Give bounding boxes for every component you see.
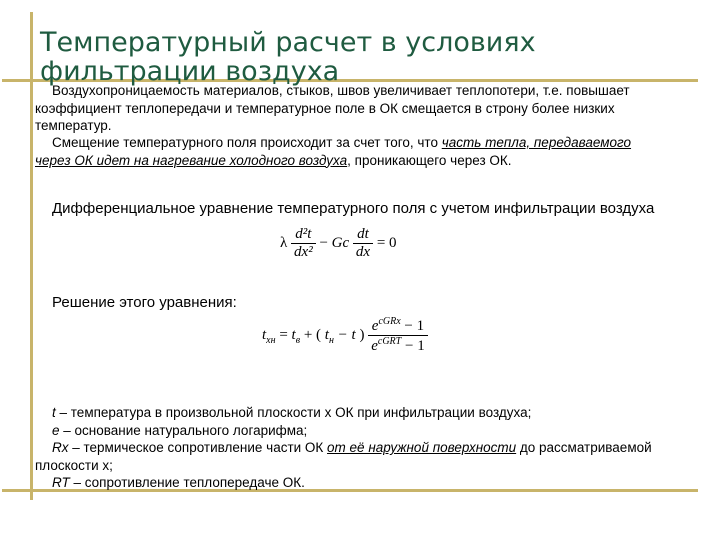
eq1-num2: dt [353, 226, 373, 244]
legend-t-text: – температура в произвольной плоскости x ОК при инфильтрации воздуха; [55, 405, 532, 420]
eq2-fraction [368, 316, 427, 355]
eq2-tv-sub: в [295, 334, 301, 346]
eq1-fraction-2 [353, 226, 373, 261]
legend-rt-symbol: RT [52, 475, 70, 491]
legend-e-text: – основание натурального логарифма; [59, 422, 308, 438]
eq2-num-base: e [371, 318, 379, 334]
eq2-lhs: t [262, 326, 267, 343]
legend-rt-text: – сопротивление теплопередаче ОК. [69, 475, 305, 491]
paragraph-2 [35, 134, 665, 169]
eq2-num-tail: − 1 [404, 318, 425, 334]
eq2-tn: t [324, 326, 329, 343]
solution-equation [262, 316, 428, 355]
eq1-num1: d²t [291, 226, 316, 244]
eq2-den-sup: cGRT [377, 336, 402, 347]
legend-item-rt [35, 474, 675, 492]
paragraph-2-after: , проникающего через ОК. [347, 152, 512, 168]
eq2-num [368, 316, 427, 336]
legend-rx-symbol: Rx [52, 440, 69, 456]
legend-rx-after: до рассматриваемой плоскости x; [35, 440, 652, 473]
eq2-num-sup: cGRx [378, 316, 401, 327]
decorative-vertical-rule [30, 12, 33, 500]
differential-equation [280, 226, 397, 261]
paragraph-3 [35, 200, 675, 218]
legend-item-e [35, 422, 675, 440]
eq1-minus: − [319, 234, 328, 251]
legend-e-symbol: e [52, 422, 60, 438]
paragraph-2-underlined: часть тепла, передаваемого через ОК идет на нагревание холодного воздуха [35, 135, 632, 168]
legend [35, 404, 675, 492]
paragraph-1-text: Воздухопроницаемость материалов, стыков, швов увеличивает теплопотери, т.е. повышает коэффициент теплопередачи и температурное поле в ОК смещается в строну более низких температур. [35, 83, 630, 134]
legend-rx-underlined: от её наружной поверхности [327, 440, 517, 456]
paragraph-3-text: Дифференциальное уравнение температурного поля с учетом инфильтрации воздуха [52, 200, 655, 217]
eq1-den1: dx² [294, 244, 313, 260]
eq2-close: ) [359, 326, 365, 343]
legend-rx-before: – термическое сопротивление части ОК [68, 440, 328, 456]
eq2-minus-t: − t [337, 326, 356, 343]
eq1-fraction-1 [291, 226, 316, 261]
eq1-coef: Gc [331, 234, 350, 251]
eq2-lhs-sub: хн [266, 334, 276, 346]
eq1-den2: dx [355, 244, 371, 260]
eq2-tv: t [291, 326, 296, 343]
slide-title: Температурный расчет в условиях фильтрации воздуха [40, 27, 536, 87]
solution-label [35, 294, 665, 312]
solution-label-text: Решение этого уравнения: [52, 294, 237, 311]
legend-item-t [35, 404, 675, 422]
eq1-lambda: λ [280, 234, 288, 251]
legend-item-rx [35, 439, 675, 474]
eq2-eq: = [279, 326, 288, 343]
eq1-rhs: = 0 [376, 234, 397, 251]
eq2-den-tail: − 1 [404, 338, 425, 354]
eq2-den [368, 336, 427, 355]
paragraph-2-before: Смещение температурного поля происходит за счет того, что [52, 135, 442, 150]
eq2-den-base: e [371, 338, 378, 354]
eq2-plus-open: + ( [303, 326, 322, 343]
paragraph-1 [35, 82, 665, 135]
eq2-tn-sub: н [328, 334, 334, 346]
legend-t-symbol: t [52, 405, 56, 420]
